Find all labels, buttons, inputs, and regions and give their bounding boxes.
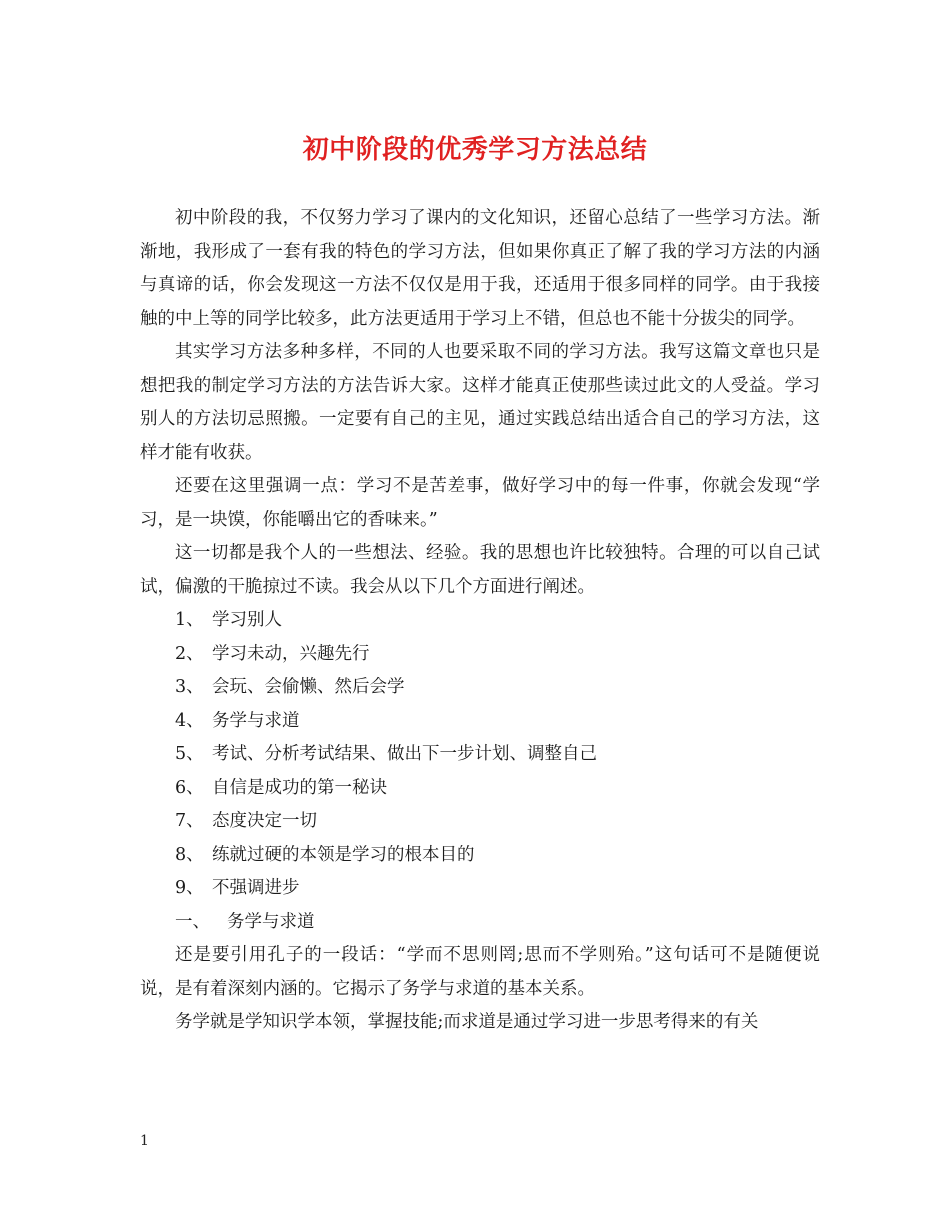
- section-heading: [140, 906, 820, 940]
- list-item: [140, 638, 820, 672]
- list-item-text: 考试、分析考试结果、做出下一步计划、调整自己: [212, 744, 597, 764]
- list-item-text: 学习别人: [212, 610, 282, 630]
- list-item-number: 7、: [175, 811, 204, 831]
- list-item-text: 务学与求道: [212, 710, 300, 731]
- list-item: [140, 839, 820, 873]
- intro-paragraph: 初中阶段的我，不仅努力学习了课内的文化知识，还留心总结了一些学习方法。渐渐地，我形成了一套有我的特色的学习方法，但如果你真正了解了我的学习方法的内涵与真谛的话，你会发现这一方法不仅仅是用于我，还适用于很多同样的同学。由于我接触的中上等的同学比较多，此方法更适用于学习上不错，但总也不能十分拔尖的同学。: [140, 208, 820, 329]
- page-number: 1: [140, 1133, 149, 1149]
- list-item: [140, 772, 820, 806]
- list-item-text: 学习未动，兴趣先行: [212, 643, 370, 664]
- document-body: [140, 202, 820, 1040]
- list-item: [140, 671, 820, 705]
- list-item-number: 3、: [175, 677, 204, 697]
- list-item-number: 6、: [175, 777, 204, 798]
- list-item-text: 会玩、会偷懒、然后会学: [212, 677, 405, 697]
- list-item: [140, 872, 820, 906]
- section-paragraph: 还是要引用孔子的一段话：“学而不思则罔;思而不学则殆。”这句话可不是随便说说，是有着深刻内涵的。它揭示了务学与求道的基本关系。: [140, 945, 820, 999]
- list-item-text: 态度决定一切: [212, 811, 317, 831]
- list-item-number: 4、: [175, 710, 204, 731]
- list-item-number: 1、: [175, 610, 204, 630]
- intro-paragraph: 其实学习方法多种多样，不同的人也要采取不同的学习方法。我写这篇文章也只是想把我的制定学习方法的方法告诉大家。这样才能真正使那些读过此文的人受益。学习别人的方法切忌照搬。一定要有自己的主见，通过实践总结出适合自己的学习方法，这样才能有收获。: [140, 342, 820, 463]
- list-item: [140, 805, 820, 839]
- list-item-text: 不强调进步: [212, 878, 300, 898]
- section-paragraph: 务学就是学知识学本领，掌握技能;而求道是通过学习进一步思考得来的有关: [175, 1012, 759, 1032]
- list-item-number: 2、: [175, 643, 204, 664]
- list-item: [140, 705, 820, 739]
- list-item-text: 自信是成功的第一秘诀: [212, 777, 387, 798]
- section-heading-text: 务学与求道: [227, 911, 315, 932]
- list-item-number: 5、: [175, 744, 204, 764]
- document-title: 初中阶段的优秀学习方法总结: [302, 135, 648, 165]
- intro-paragraph: 这一切都是我个人的一些想法、经验。我的思想也许比较独特。合理的可以自己试试，偏激的干脆掠过不读。我会从以下几个方面进行阐述。: [140, 543, 820, 597]
- list-item-number: 9、: [175, 878, 204, 898]
- intro-paragraph: 还要在这里强调一点：学习不是苦差事，做好学习中的每一件事，你就会发现“学习，是一块馍，你能嚼出它的香味来。”: [140, 476, 820, 530]
- list-item: [140, 738, 820, 772]
- list-item: [140, 604, 820, 638]
- section-heading-number: 一、: [175, 911, 210, 932]
- topic-list: [140, 604, 820, 906]
- list-item-number: 8、: [175, 844, 204, 865]
- list-item-text: 练就过硬的本领是学习的根本目的: [212, 844, 475, 865]
